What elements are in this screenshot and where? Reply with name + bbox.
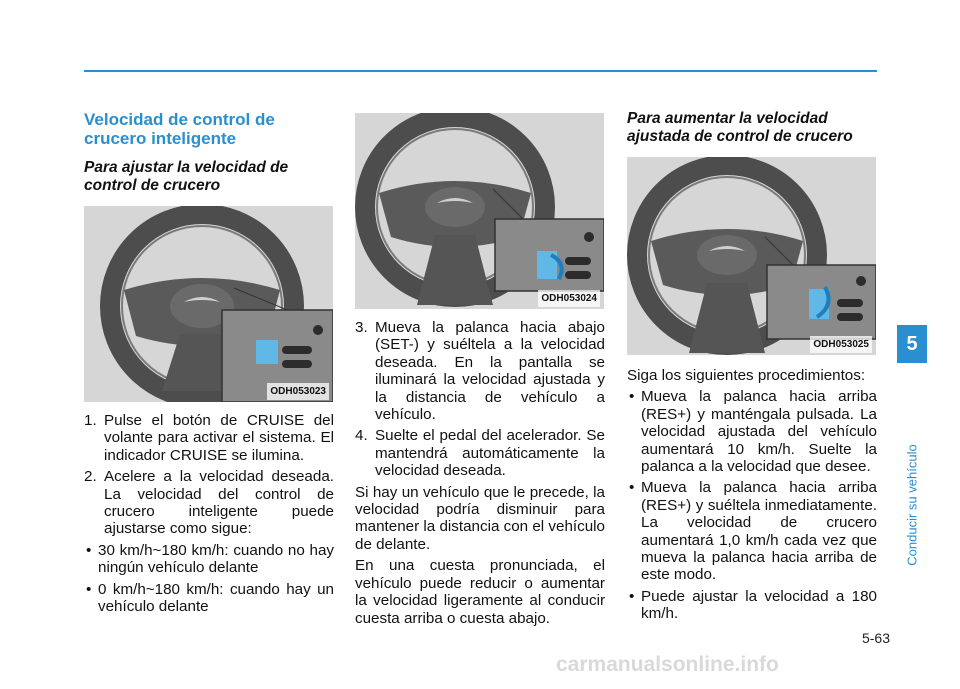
subsection-heading: Para aumentar la velocidad ajustada de control de crucero [627, 110, 853, 145]
paragraph: En una cuesta pronunciada, el vehículo puede reducir o aumentar la velocidad ligeramente al conducir cuesta arriba o cuesta abajo. [355, 557, 605, 627]
step-item: 2. Acelere a la velocidad deseada. La velocidad del control de crucero inteligente puede ajustarse como sigue: [84, 468, 334, 538]
figure-code: ODH053024 [538, 290, 600, 307]
steering-wheel-figure-1 [84, 206, 333, 402]
chapter-tab: 5 [897, 325, 927, 363]
figure-code: ODH053023 [267, 383, 329, 400]
paragraph: Siga los siguientes procedimientos: [627, 367, 866, 384]
bullet-dot: • [629, 479, 635, 497]
bullet-dot: • [86, 541, 92, 559]
steering-wheel-figure-2 [355, 113, 604, 309]
bullet-item: • Puede ajustar la velocidad a 180 km/h. [629, 587, 877, 623]
bullet-item: • Mueva la palanca hacia arriba (RES+) y manténgala pulsada. La velocidad ajustada del vehículo aumentará 10 km/h. Suelte la palanca a la velocidad que desee. [629, 388, 877, 476]
steering-wheel-figure-3 [627, 157, 876, 355]
bullet-item: • 0 km/h~180 km/h: cuando hay un vehículo delante [86, 580, 334, 616]
paragraph: Si hay un vehículo que le precede, la velocidad podría disminuir para mantener la distancia con el vehículo de delante. [355, 483, 605, 553]
bullet-item: • 30 km/h~180 km/h: cuando no hay ningún vehículo delante [86, 541, 334, 577]
figure-code: ODH053025 [810, 336, 872, 353]
column-1 [84, 110, 334, 619]
bullet-dot: • [629, 388, 635, 406]
chapter-title: Conducir su vehículo [904, 444, 920, 566]
top-rule [84, 70, 877, 72]
step-item: 1. Pulse el botón de CRUISE del volante para activar el sistema. El indicador CRUISE se ilumina. [84, 412, 334, 464]
steering-wheel-illustration [84, 206, 333, 402]
bullet-dot: • [86, 580, 92, 598]
section-heading: Velocidad de control de crucero inteligente [84, 110, 275, 148]
column-2 [355, 113, 605, 631]
step-item: 3. Mueva la palanca hacia abajo (SET-) y suéltela a la velocidad deseada. En la pantalla se iluminará la velocidad ajustada y la distancia de vehículo a vehículo. [355, 319, 605, 424]
bullet-dot: • [629, 587, 635, 605]
column-3 [627, 110, 877, 627]
bullet-item: • Mueva la palanca hacia arriba (RES+) y suéltela inmediatamente. La velocidad de crucero aumentará 1,0 km/h cada vez que mueva la palanca hacia arriba de este modo. [629, 479, 877, 584]
subsection-heading: Para ajustar la velocidad de control de crucero [84, 159, 289, 194]
steering-wheel-illustration [627, 157, 876, 355]
page-number: 5-63 [861, 630, 890, 646]
watermark: carmanualsonline.info [556, 653, 779, 676]
step-item: 4. Suelte el pedal del acelerador. Se mantendrá automáticamente la velocidad deseada. [355, 427, 605, 480]
steering-wheel-illustration [355, 113, 604, 309]
